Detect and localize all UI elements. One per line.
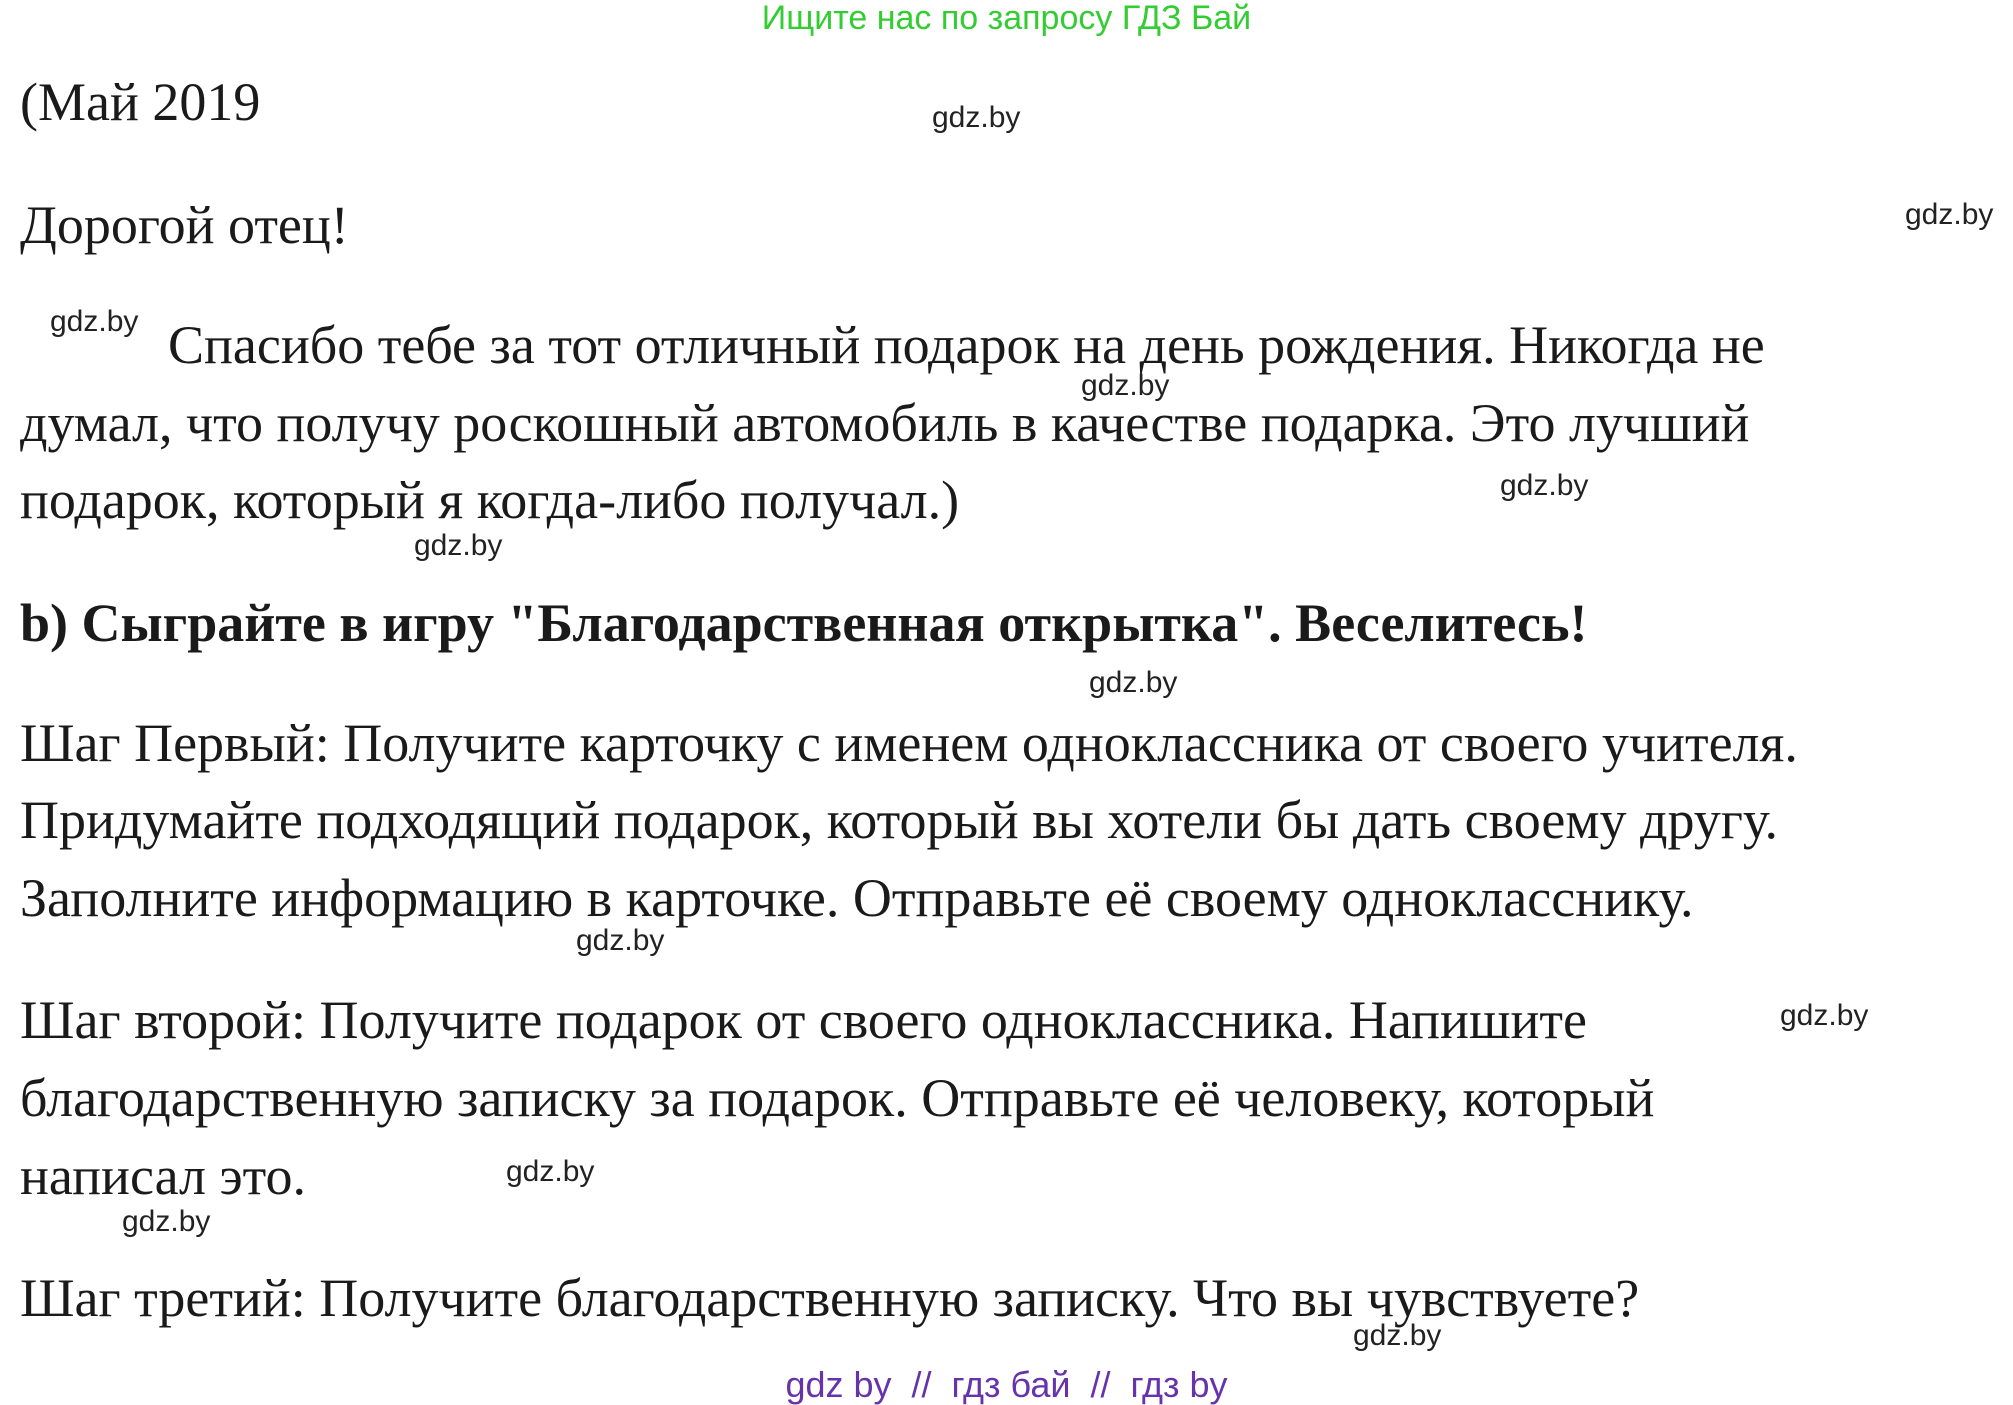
- watermark: gdz.by: [122, 1205, 211, 1238]
- step-two-line: Шаг второй: Получите подарок от своего одноклассника. Напишите: [20, 990, 1588, 1050]
- watermark: gdz.by: [576, 924, 665, 957]
- letter-body-line: думал, что получу роскошный автомобиль в качестве подарка. Это лучший: [20, 393, 1750, 453]
- watermark: gdz.by: [1353, 1319, 1442, 1352]
- watermark: gdz.by: [506, 1155, 595, 1188]
- step-one-line: Шаг Первый: Получите карточку с именем одноклассника от своего учителя.: [20, 713, 1798, 773]
- letter-date: (Май 2019: [20, 72, 261, 132]
- watermark: gdz.by: [1081, 369, 1170, 402]
- watermark: gdz.by: [1905, 198, 1994, 231]
- letter-greeting: Дорогой отец!: [20, 195, 349, 255]
- letter-body-line: Спасибо тебе за тот отличный подарок на день рождения. Никогда не: [168, 315, 1765, 375]
- step-one-line: Придумайте подходящий подарок, который вы хотели бы дать своему другу.: [20, 790, 1779, 850]
- watermark: gdz.by: [1089, 666, 1178, 699]
- step-three-line: Шаг третий: Получите благодарственную записку. Что вы чувствуете?: [20, 1268, 1640, 1328]
- watermark: gdz.by: [932, 101, 1021, 134]
- watermark: gdz.by: [414, 529, 503, 562]
- step-two-line: написал это.: [20, 1146, 307, 1206]
- watermark: gdz.by: [1500, 469, 1589, 502]
- footer-links: gdz by // гдз бай // гдз by: [785, 1364, 1228, 1405]
- task-heading: b) Сыграйте в игру "Благодарственная открытка". Веселитесь!: [20, 593, 1588, 653]
- watermark: gdz.by: [1780, 999, 1869, 1032]
- watermark: gdz.by: [50, 305, 139, 338]
- search-banner: Ищите нас по запросу ГДЗ Бай: [761, 0, 1252, 37]
- letter-body-line: подарок, который я когда-либо получал.): [20, 470, 960, 530]
- step-one-line: Заполните информацию в карточке. Отправьте её своему однокласснику.: [20, 868, 1694, 928]
- step-two-line: благодарственную записку за подарок. Отправьте её человеку, который: [20, 1068, 1655, 1128]
